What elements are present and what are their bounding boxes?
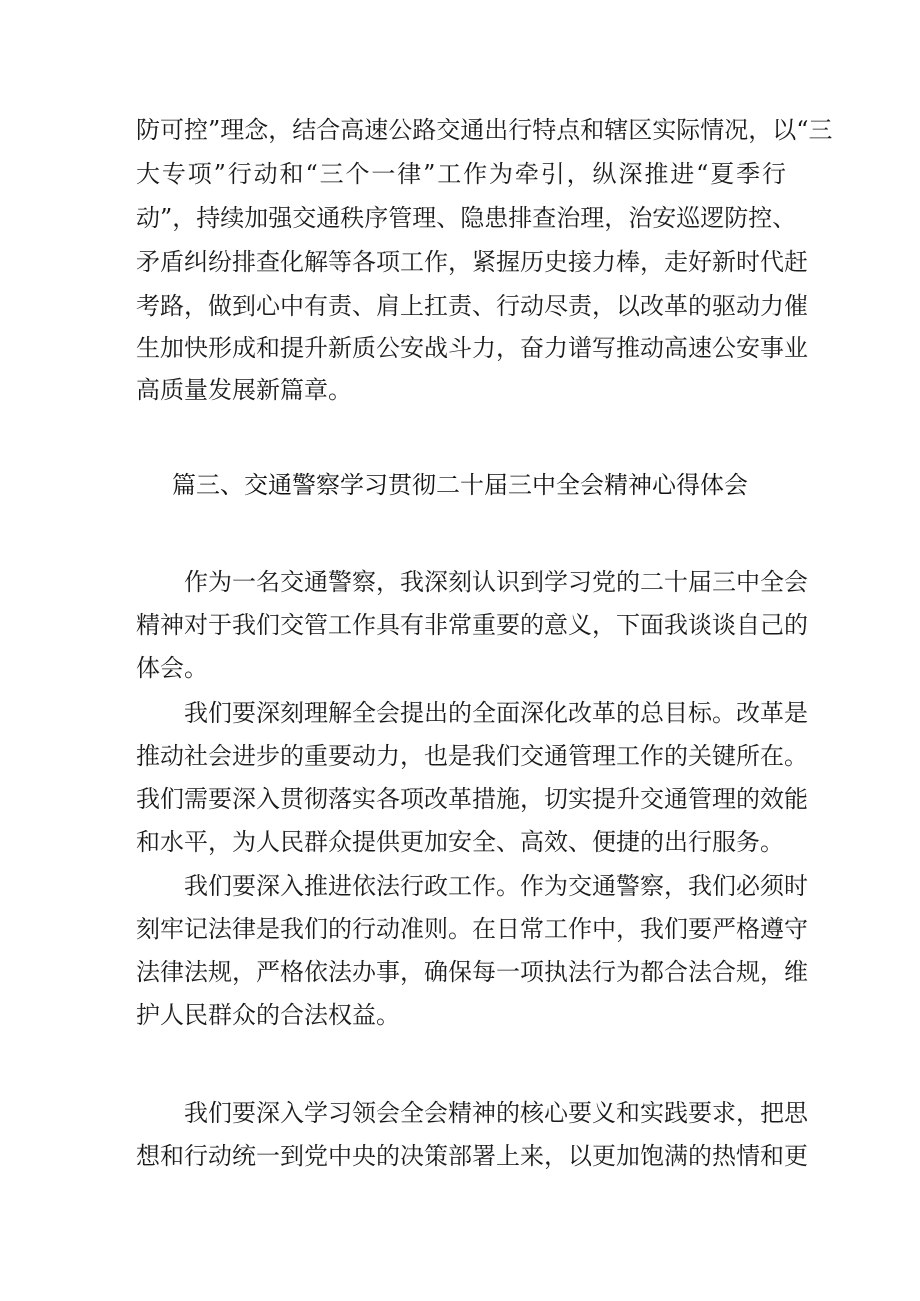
paragraph-line: 精神对于我们交管工作具有非常重要的意义，下面我谈谈自己的 (136, 611, 808, 639)
paragraph-line: 刻牢记法律是我们的行动准则。在日常工作中，我们要严格遵守 (136, 915, 808, 943)
paragraph-line: 高质量发展新篇章。 (136, 376, 352, 404)
paragraph-line: 防可控”理念，结合高速公路交通出行特点和辖区实际情况，以“三 (136, 116, 833, 144)
paragraph-line: 生加快形成和提升新质公安战斗力，奋力谱写推动高速公安事业 (136, 334, 808, 362)
paragraph-line: 我们要深入学习领会全会精神的核心要义和实践要求，把思 (184, 1099, 808, 1127)
paragraph-line: 和水平，为人民群众提供更加安全、高效、便捷的出行服务。 (136, 828, 784, 856)
paragraph-line: 我们要深刻理解全会提出的全面深化改革的总目标。改革是 (184, 699, 808, 727)
paragraph-line: 推动社会进步的重要动力，也是我们交通管理工作的关键所在。 (136, 742, 808, 770)
paragraph-line: 我们需要深入贯彻落实各项改革措施，切实提升交通管理的效能 (136, 785, 808, 813)
paragraph-line: 作为一名交通警察，我深刻认识到学习党的二十届三中全会 (184, 568, 808, 596)
paragraph-line: 法律法规，严格依法办事，确保每一项执法行为都合法合规，维 (136, 958, 808, 986)
paragraph-line: 体会。 (136, 654, 208, 682)
paragraph-line: 护人民群众的合法权益。 (136, 1001, 400, 1029)
paragraph-line: 大专项”行动和“三个一律”工作为牵引，纵深推进“夏季行 (136, 160, 786, 188)
paragraph-line: 考路，做到心中有责、肩上扛责、行动尽责，以改革的驱动力催 (136, 292, 808, 320)
paragraph-line: 想和行动统一到党中央的决策部署上来，以更加饱满的热情和更 (136, 1142, 808, 1170)
paragraph-line: 我们要深入推进依法行政工作。作为交通警察，我们必须时 (184, 872, 808, 900)
paragraph-line: 动”，持续加强交通秩序管理、隐患排查治理，治安巡逻防控、 (136, 204, 797, 232)
section-heading: 篇三、交通警察学习贯彻二十届三中全会精神心得体会 (172, 471, 748, 499)
paragraph-line: 矛盾纠纷排查化解等各项工作，紧握历史接力棒，走好新时代赶 (136, 248, 808, 276)
